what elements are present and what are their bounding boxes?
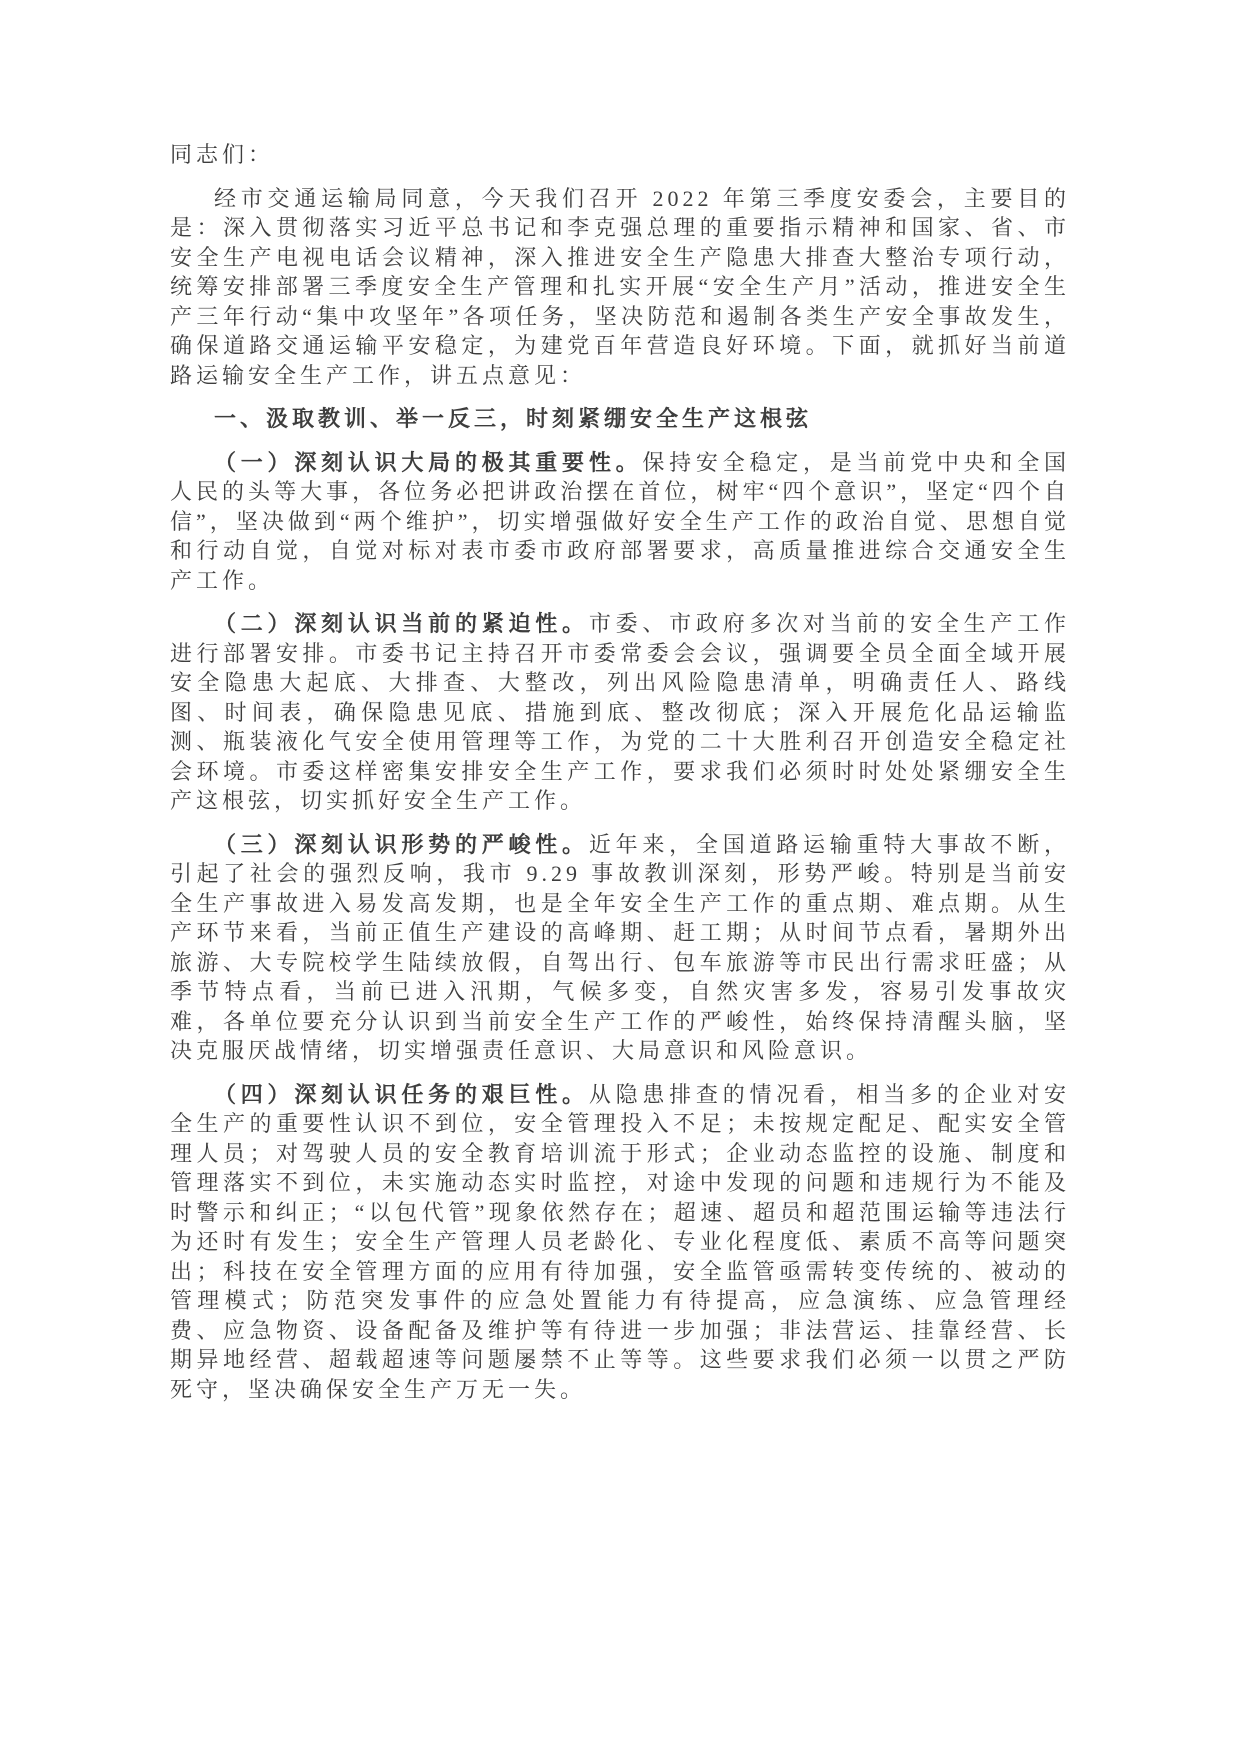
paragraph-item-2-body: 市委、市政府多次对当前的安全生产工作进行部署安排。市委书记主持召开市委常委会会议，强调要全员全面全域开展安全隐患大起底、大排查、大整改，列出风险隐患清单，明确责任人、路线图、时间表，确保隐患见底、措施到底、整改彻底；深入开展危化品运输监测、瓶装液化气安全使用管理等工作，为党的二十大胜利召开创造安全稳定社会环境。市委这样密集安排安全生产工作，要求我们必须时时处处紧绷安全生产这根弦，切实抓好安全生产工作。 — [170, 611, 1070, 813]
paragraph-item-4 — [170, 1080, 1070, 1405]
paragraph-item-3 — [170, 830, 1070, 1066]
paragraph-item-1-body: 保持安全稳定，是当前党中央和全国人民的头等大事，各位务必把讲政治摆在首位，树牢“四个意识”，坚定“四个自信”，坚决做到“两个维护”，切实增强做好安全生产工作的政治自觉、思想自觉和行动自觉，自觉对标对表市委市政府部署要求，高质量推进综合交通安全生产工作。 — [170, 449, 1070, 593]
paragraph-item-3-body: 近年来，全国道路运输重特大事故不断，引起了社会的强烈反响，我市 9.29 事故教训深刻，形势严峻。特别是当前安全生产事故进入易发高发期，也是全年安全生产工作的重点期、难点期。从生产环节来看，当前正值生产建设的高峰期、赶工期；从时间节点看，暑期外出旅游、大专院校学生陆续放假，自驾出行、包车旅游等市民出行需求旺盛；从季节特点看，当前已进入汛期，气候多变，自然灾害多发，容易引发事故灾难，各单位要充分认识到当前安全生产工作的严峻性，始终保持清醒头脑，坚决克服厌战情绪，切实增强责任意识、大局意识和风险意识。 — [170, 831, 1070, 1063]
paragraph-item-3-lead: （三）深刻认识形势的严峻性。 — [214, 831, 589, 857]
intro-paragraph: 经市交通运输局同意，今天我们召开 2022 年第三季度安委会，主要目的是：深入贯彻落实习近平总书记和李克强总理的重要指示精神和国家、省、市安全生产电视电话会议精神，深入推进安全生产隐患大排查大整治专项行动，统筹安排部署三季度安全生产管理和扎实开展“安全生产月”活动，推进安全生产三年行动“集中攻坚年”各项任务，坚决防范和遏制各类生产安全事故发生，确保道路交通运输平安稳定，为建党百年营造良好环境。下面，就抓好当前道路运输安全生产工作，讲五点意见： — [170, 185, 1070, 388]
paragraph-item-2 — [170, 609, 1070, 816]
paragraph-item-4-lead: （四）深刻认识任务的艰巨性。 — [214, 1081, 589, 1107]
paragraph-item-4-body: 从隐患排查的情况看，相当多的企业对安全生产的重要性认识不到位，安全管理投入不足；未按规定配足、配实安全管理人员；对驾驶人员的安全教育培训流于形式；企业动态监控的设施、制度和管理落实不到位，未实施动态实时监控，对途中发现的问题和违规行为不能及时警示和纠正；“以包代管”现象依然存在；超速、超员和超范围运输等违法行为还时有发生；安全生产管理人员老龄化、专业化程度低、素质不高等问题突出；科技在安全管理方面的应用有待加强，安全监管亟需转变传统的、被动的管理模式；防范突发事件的应急处置能力有待提高，应急演练、应急管理经费、应急物资、设备配备及维护等有待进一步加强；非法营运、挂靠经营、长期异地经营、超载超速等问题屡禁不止等等。这些要求我们必须一以贯之严防死守，坚决确保安全生产万无一失。 — [170, 1081, 1070, 1402]
paragraph-item-1 — [170, 448, 1070, 596]
paragraph-item-2-lead: （二）深刻认识当前的紧迫性。 — [214, 611, 589, 636]
salutation: 同志们： — [170, 142, 275, 167]
paragraph-item-1-lead: （一）深刻认识大局的极其重要性。 — [214, 449, 643, 475]
section-heading: 一、汲取教训、举一反三，时刻紧绷安全生产这根弦 — [214, 406, 813, 431]
